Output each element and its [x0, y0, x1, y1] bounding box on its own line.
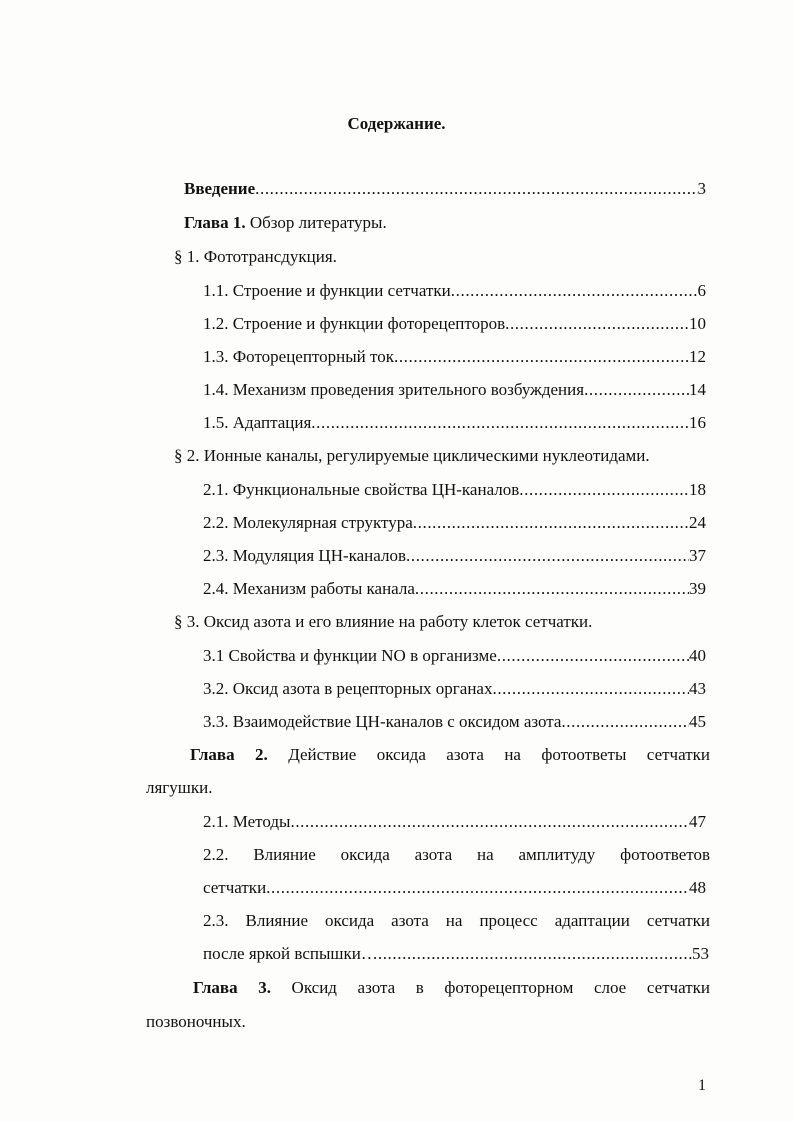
page-number: 1: [698, 1077, 706, 1094]
chapter-1-heading: [184, 212, 387, 234]
chapter-title: Действие оксида азота на фотоответы сетчатки: [267, 745, 710, 764]
toc-entry-page: 39: [689, 579, 706, 598]
toc-entry-page: 43: [689, 679, 706, 698]
toc-entry: [203, 379, 706, 401]
leader-dots: [415, 578, 689, 600]
toc-entry-label: 1.3. Фоторецепторный ток: [203, 347, 394, 366]
toc-entry-page: 6: [697, 281, 706, 300]
page-title: Содержание.: [347, 114, 446, 133]
leader-dots: [584, 379, 689, 401]
toc-entry-label: 1.5. Адаптация: [203, 413, 312, 432]
toc-entry-page: 16: [689, 413, 706, 432]
leader-dots: [378, 943, 692, 965]
toc-entry-page: 40: [689, 646, 706, 665]
toc-entry-page: 45: [689, 712, 706, 731]
leader-dots: [497, 645, 689, 667]
toc-entry: [203, 811, 706, 833]
toc-entry-label: 1.4. Механизм проведения зрительного возбуждения: [203, 380, 585, 399]
chapter-title: Обзор литературы.: [245, 213, 387, 232]
toc-entry-intro: [184, 178, 706, 200]
section-3-heading: § 3. Оксид азота и его влияние на работу клеток сетчатки.: [174, 612, 593, 631]
toc-entry: [203, 545, 706, 567]
leader-dots: [406, 545, 689, 567]
chapter-label: Глава 3.: [193, 978, 271, 997]
toc-entry: [203, 678, 706, 700]
leader-dots: [394, 346, 689, 368]
toc-entry-label: сетчатки: [203, 878, 267, 897]
toc-entry: [203, 313, 706, 335]
section-2-heading: § 2. Ионные каналы, регулируемые циклическими нуклеотидами.: [174, 446, 650, 465]
chapter-3-heading-cont: позвоночных.: [146, 1012, 246, 1031]
toc-entry-page: 47: [689, 812, 706, 831]
toc-entry-page: 48: [689, 878, 706, 897]
toc-entry-label: 1.1. Строение и функции сетчатки: [203, 281, 451, 300]
chapter-label: Глава 2.: [190, 745, 268, 764]
chapter-3-heading: [193, 977, 710, 999]
toc-entry: [203, 877, 706, 899]
toc-entry-page: 18: [689, 480, 706, 499]
toc-entry-label: 3.1 Свойства и функции NO в организме: [203, 646, 497, 665]
toc-entry-label: после яркой вспышки…: [203, 944, 378, 963]
chapter-title: Оксид азота в фоторецепторном слое сетчатки: [270, 978, 710, 997]
toc-entry-label: 1.2. Строение и функции фоторецепторов: [203, 314, 506, 333]
toc-entry-multiline: 2.3. Влияние оксида азота на процесс адаптации сетчатки: [203, 911, 710, 930]
toc-entry-page: 10: [689, 314, 706, 333]
toc-entry-label: 2.1. Методы: [203, 812, 291, 831]
chapter-2-heading: [190, 744, 710, 766]
toc-entry-label: Введение: [184, 179, 256, 198]
leader-dots: [255, 178, 697, 200]
toc-entry-label: 2.3. Модуляция ЦН-каналов: [203, 546, 406, 565]
toc-entry: [203, 280, 706, 302]
toc-entry: [203, 346, 706, 368]
leader-dots: [290, 811, 689, 833]
toc-entry-label: 3.2. Оксид азота в рецепторных органах: [203, 679, 493, 698]
leader-dots: [311, 412, 689, 434]
leader-dots: [413, 512, 689, 534]
leader-dots: [561, 711, 689, 733]
toc-entry-label: 2.2. Молекулярная структура: [203, 513, 413, 532]
toc-entry-label: 2.1. Функциональные свойства ЦН-каналов: [203, 480, 520, 499]
toc-entry-multiline: 2.2. Влияние оксида азота на амплитуду фотоответов: [203, 845, 710, 864]
toc-entry-page: 37: [689, 546, 706, 565]
chapter-2-heading-cont: лягушки.: [146, 778, 213, 797]
toc-entry: [203, 512, 706, 534]
toc-entry: [203, 578, 706, 600]
toc-entry-page: 3: [697, 179, 706, 198]
toc-entry: [203, 412, 706, 434]
chapter-label: Глава 1.: [184, 213, 246, 232]
toc-entry-label: 2.4. Механизм работы канала: [203, 579, 415, 598]
toc-entry-page: 53: [692, 944, 709, 963]
toc-entry: [203, 711, 706, 733]
leader-dots: [505, 313, 689, 335]
leader-dots: [451, 280, 698, 302]
toc-entry: [203, 943, 709, 965]
leader-dots: [266, 877, 689, 899]
toc-entry-page: 14: [689, 380, 706, 399]
toc-entry-label: 3.3. Взаимодействие ЦН-каналов с оксидом азота: [203, 712, 562, 731]
leader-dots: [492, 678, 689, 700]
toc-entry: [203, 645, 706, 667]
leader-dots: [519, 479, 689, 501]
toc-entry-page: 24: [689, 513, 706, 532]
toc-entry: [203, 479, 706, 501]
toc-entry-page: 12: [689, 347, 706, 366]
section-1-heading: § 1. Фототрансдукция.: [174, 247, 337, 266]
